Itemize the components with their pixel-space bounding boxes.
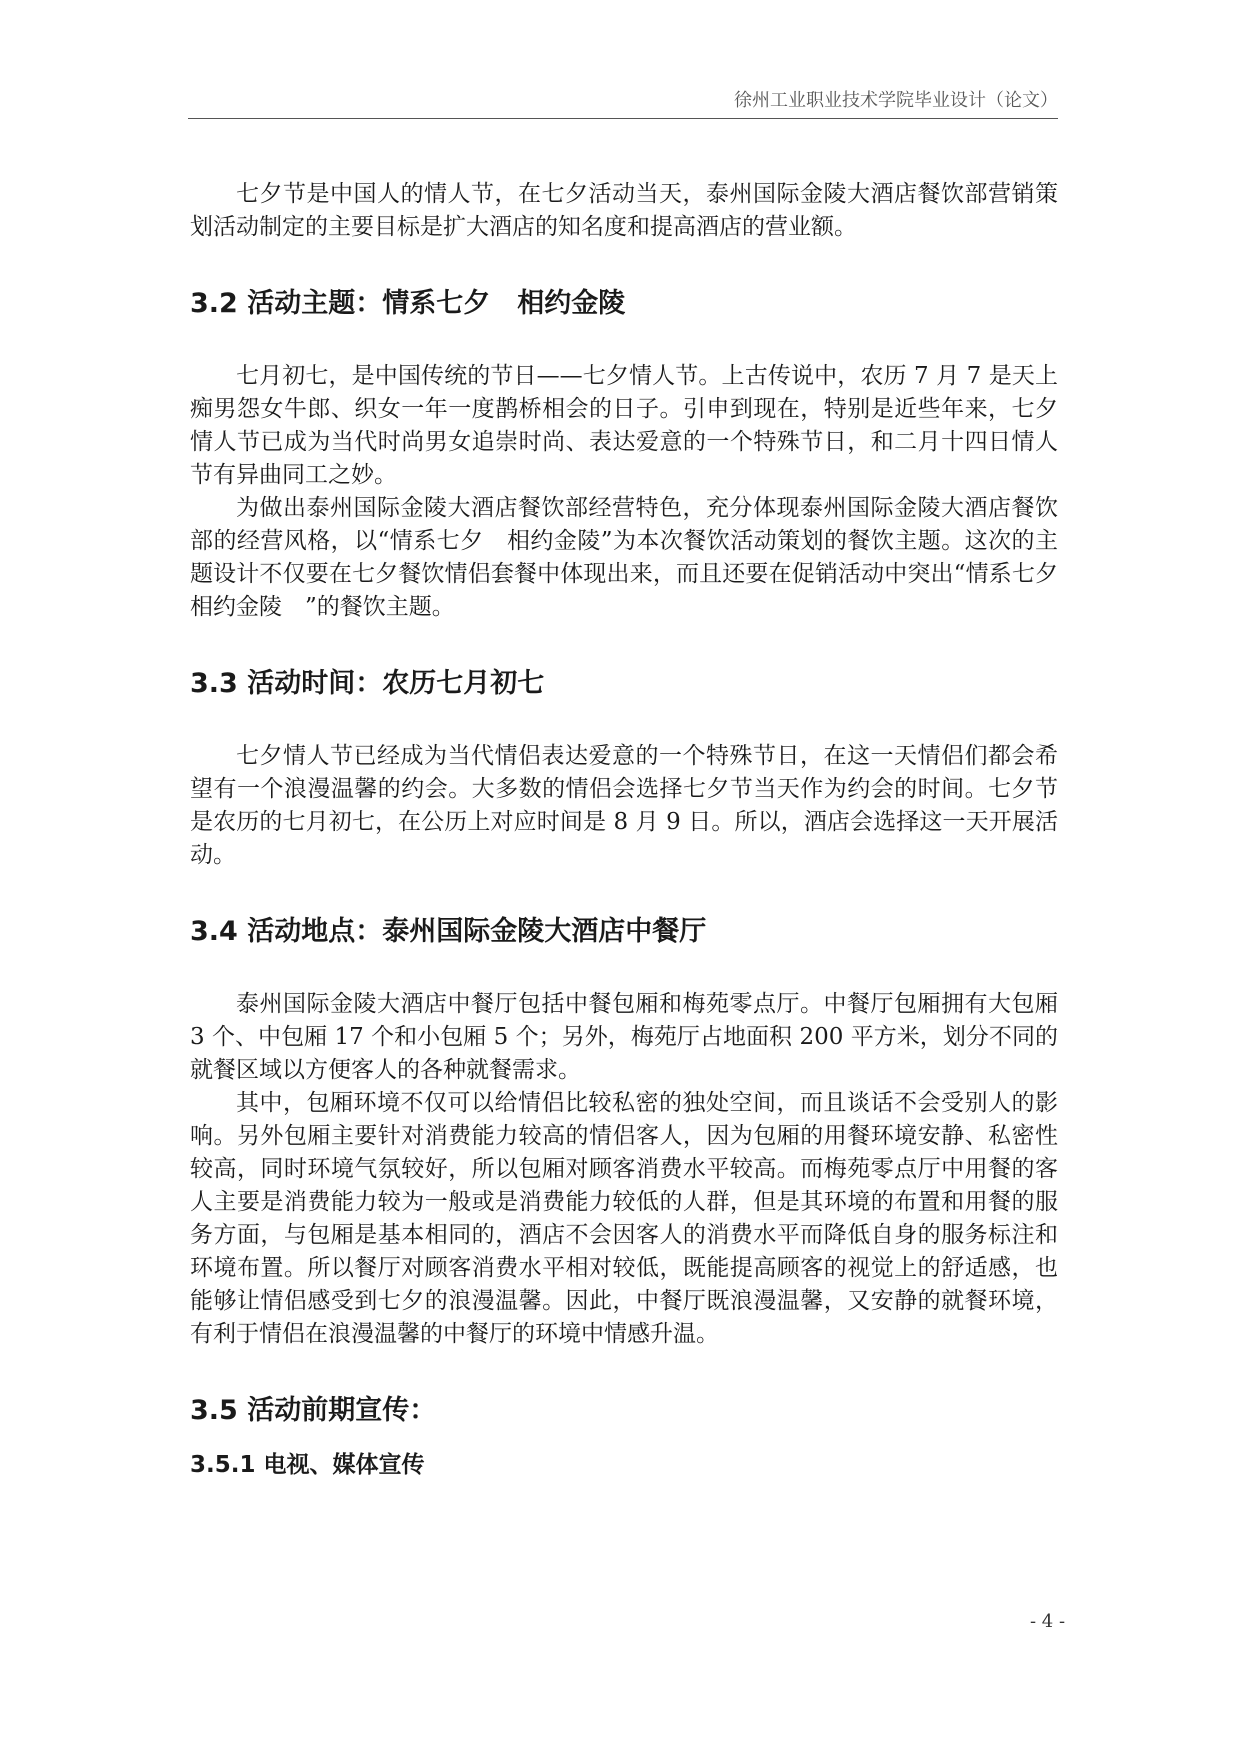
section-heading-3-5: 3.5 活动前期宣传： [190, 1395, 437, 1426]
page-header: 徐州工业职业技术学院毕业设计（论文） [734, 90, 1058, 111]
paragraph: 七月初七，是中国传统的节日——七夕情人节。上古传说中，农历 7 月 7 是天上痴男怨女牛郎、织女一年一度鹊桥相会的日子。引申到现在，特别是近些年来，七夕情人节已成为当代时尚男女追崇时尚、表达爱意的一个特殊节日，和二月十四日情人节有异曲同工之妙。 [190, 363, 1058, 488]
section-heading-3-4: 3.4 活动地点：泰州国际金陵大酒店中餐厅 [190, 916, 707, 947]
paragraph: 泰州国际金陵大酒店中餐厅包括中餐包厢和梅苑零点厅。中餐厅包厢拥有大包厢 3 个、中包厢 17 个和小包厢 5 个；另外，梅苑厅占地面积 200 平方米，划分不同的就餐区域以方便客人的各种就餐需求。 [190, 991, 1058, 1083]
paragraph: 为做出泰州国际金陵大酒店餐饮部经营特色，充分体现泰州国际金陵大酒店餐饮部的经营风格，以“情系七夕 相约金陵”为本次餐饮活动策划的餐饮主题。这次的主题设计不仅要在七夕餐饮情侣套餐中体现出来，而且还要在促销活动中突出“情系七夕 相约金陵 ”的餐饮主题。 [190, 495, 1081, 620]
subsection-heading-3-5-1: 3.5.1 电视、媒体宣传 [190, 1452, 425, 1478]
paragraph: 七夕节是中国人的情人节，在七夕活动当天，泰州国际金陵大酒店餐饮部营销策划活动制定的主要目标是扩大酒店的知名度和提高酒店的营业额。 [190, 181, 1058, 240]
paragraph: 七夕情人节已经成为当代情侣表达爱意的一个特殊节日，在这一天情侣们都会希望有一个浪漫温馨的约会。大多数的情侣会选择七夕节当天作为约会的时间。七夕节是农历的七月初七，在公历上对应时间是 8 月 9 日。所以，酒店会选择这一天开展活动。 [190, 743, 1058, 868]
header-divider [188, 118, 1058, 119]
document-body [190, 178, 1081, 1481]
section-heading-3-3: 3.3 活动时间：农历七月初七 [190, 668, 545, 699]
section-heading-3-2: 3.2 活动主题：情系七夕 相约金陵 [190, 288, 626, 319]
paragraph: 其中，包厢环境不仅可以给情侣比较私密的独处空间，而且谈话不会受别人的影响。另外包厢主要针对消费能力较高的情侣客人，因为包厢的用餐环境安静、私密性较高，同时环境气氛较好，所以包厢对顾客消费水平较高。而梅苑零点厅中用餐的客人主要是消费能力较为一般或是消费能力较低的人群，但是其环境的布置和用餐的服务方面，与包厢是基本相同的，酒店不会因客人的消费水平而降低自身的服务标注和环境布置。所以餐厅对顾客消费水平相对较低，既能提高顾客的视觉上的舒适感，也能够让情侣感受到七夕的浪漫温馨。因此，中餐厅既浪漫温馨，又安静的就餐环境，有利于情侣在浪漫温馨的中餐厅的环境中情感升温。 [190, 1090, 1058, 1347]
page-number: - 4 - [1030, 1611, 1066, 1632]
